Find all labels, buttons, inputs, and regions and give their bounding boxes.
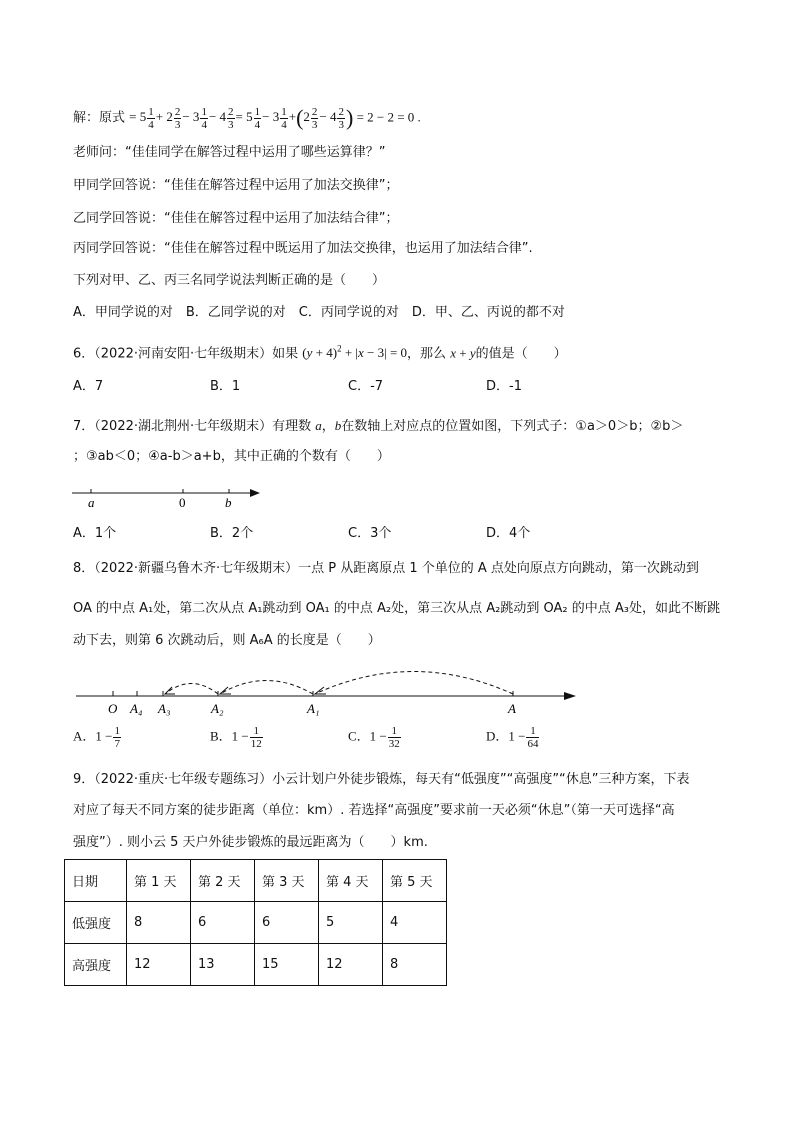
q7-line2: ；③ab＜0；④a-b＞a+b，其中正确的个数有（ ）: [73, 449, 390, 464]
q8-arrowhead-1: [315, 687, 326, 694]
q9-distance-table: [64, 859, 447, 986]
q6-option-c: C．-7: [348, 379, 384, 394]
q7-option-d: D．4个: [486, 526, 531, 541]
q9-line3: 强度”）. 则小云 5 天户外徒步锻炼的最远距离为（ ）km.: [73, 835, 428, 850]
q8-line2: OA 的中点 A₁处，第二次从点 A₁跳动到 OA₁ 的中点 A₂处，第三次从点 A₂跳动到 OA₂ 的中点 A₃处，如此不断跳: [73, 601, 720, 616]
q6-equation: $(y + 4)^2 + |x - 3| = 0$: [302, 344, 408, 361]
table-cell: 高强度: [65, 944, 127, 986]
q8-label-a1: A₁: [307, 701, 320, 716]
q7-comma: ，: [321, 419, 335, 434]
q7-option-a: A．1个: [73, 526, 117, 541]
table-cell: 15: [255, 944, 319, 986]
q8-option-c: C．1 − $\frac{1}{32}$: [348, 725, 400, 750]
q9-line2: 对应了每天不同方案的徒步距离（单位：km）. 若选择“高强度”要求前一天必须“休息”（第一天可选择“高: [73, 803, 675, 818]
table-header-cell: 第 3 天: [255, 860, 319, 902]
q7-number-line: [60, 480, 280, 514]
q8-label-o: O: [108, 701, 118, 716]
q7-var-a: a: [315, 418, 322, 433]
dialogue-yi: 乙同学回答说：“佳佳在解答过程中运用了加法结合律”；: [73, 211, 399, 226]
q8-line1: 8．（2022·新疆乌鲁木齐·七年级期末）一点 P 从距离原点 1 个单位的 A 点处向原点方向跳动，第一次跳动到: [73, 561, 699, 576]
q6-stem: 6．（2022·河南安阳·七年级期末）如果 $(y + 4)^2 + |x - 3| = 0$，那么 x + y的值是（ ）: [73, 344, 567, 362]
q5-options: A．甲同学说的对 B．乙同学说的对 C．丙同学说的对 D．甲、乙、丙说的都不对: [73, 305, 565, 320]
table-header-cell: 第 2 天: [191, 860, 255, 902]
q7-label-0: 0: [179, 495, 186, 510]
q9-line1: 9．（2022·重庆·七年级专题练习）小云计划户外徒步锻炼，每天有“低强度”“高强度”“休息”三种方案，下表: [73, 772, 690, 787]
q6-option-b: B．1: [210, 379, 241, 394]
q8-option-b: B．1 − $\frac{1}{12}$: [210, 725, 262, 750]
table-cell: 8: [127, 902, 191, 944]
q7-option-c: C．3个: [348, 526, 392, 541]
q8-label-a: A: [508, 701, 516, 716]
q8-line3: 动下去，则第 6 次跳动后，则 A₆A 的长度是（ ）: [73, 633, 381, 648]
table-header-cell: 第 5 天: [383, 860, 447, 902]
solution-expression: = 5 $\frac{1}{4}$ + 2 $\frac{2}{3}$ − 3 $\frac{1}{4}$ − 4 $\frac{2}{3}$ = 5 $\frac{1}{4}$ − 3 $\frac{1}{4}$ +(2 $\frac{2}{3}$ − 4 $\frac{2}{3}$ ): [129, 105, 354, 131]
table-cell: 低强度: [65, 902, 127, 944]
q6-option-a: A．7: [73, 379, 104, 394]
table-header-cell: 第 4 天: [319, 860, 383, 902]
q8-number-line: [66, 657, 586, 719]
table-cell: 12: [319, 944, 383, 986]
q8-option-d: D．1 − $\frac{1}{64}$: [486, 725, 539, 750]
table-cell: 5: [319, 902, 383, 944]
q7-arrow: [250, 489, 260, 497]
solution-line: [73, 106, 421, 131]
table-row: [65, 944, 447, 986]
q6-stem-a: 6．（2022·河南安阳·七年级期末）如果: [73, 346, 299, 362]
q7-line1-c: 在数轴上对应点的位置如图，下列式子：: [341, 419, 576, 434]
table-cell: 4: [383, 902, 447, 944]
table-header-cell: 第 1 天: [127, 860, 191, 902]
dialogue-jia: 甲同学回答说：“佳佳在解答过程中运用了加法交换律”；: [73, 178, 399, 193]
q7-item1: ①a＞0＞b；②b＞: [575, 419, 684, 434]
table-cell: 6: [255, 902, 319, 944]
table-header-cell: 日期: [65, 860, 127, 902]
q8-label-a3: A₃: [158, 701, 171, 716]
table-row: [65, 902, 447, 944]
table-cell: 8: [383, 944, 447, 986]
q7-line1-a: 7．（2022·湖北荆州·七年级期末）有理数: [73, 419, 312, 434]
q7-option-b: B．2个: [210, 526, 254, 541]
q7-var-b: b: [334, 418, 342, 433]
solution-prefix: 解：原式: [73, 110, 126, 126]
dialogue-question: 下列对甲、乙、丙三名同学说法判断正确的是（ ）: [73, 273, 386, 288]
table-header-row: [65, 860, 447, 902]
q6-stem-b: ，那么: [407, 346, 447, 362]
q6-option-d: D．-1: [486, 379, 522, 394]
q6-stem-c: 的值是（ ）: [475, 346, 567, 362]
solution-result: = 2 − 2 = 0 .: [356, 109, 421, 125]
q8-label-a2: A₂: [211, 701, 224, 716]
q8-jump-2: [220, 681, 313, 695]
q8-jump-3: [165, 684, 218, 695]
dialogue-teacher: 老师问：“佳佳同学在解答过程中运用了哪些运算律？”: [73, 145, 386, 160]
table-cell: 13: [191, 944, 255, 986]
q8-jump-1: [315, 672, 513, 695]
table-cell: 6: [191, 902, 255, 944]
q8-label-a4: A₄: [130, 701, 143, 716]
q8-option-a: A．1 − $\frac{1}{7}$: [73, 725, 120, 750]
q7-label-a: a: [88, 495, 95, 510]
q7-label-b: b: [225, 495, 232, 510]
q7-line1: [73, 418, 683, 435]
dialogue-bing: 丙同学回答说：“佳佳在解答过程中既运用了加法交换律，也运用了加法结合律”.: [73, 241, 533, 256]
q6-expr: x: [450, 345, 456, 361]
q8-arrow: [564, 692, 576, 700]
table-cell: 12: [127, 944, 191, 986]
